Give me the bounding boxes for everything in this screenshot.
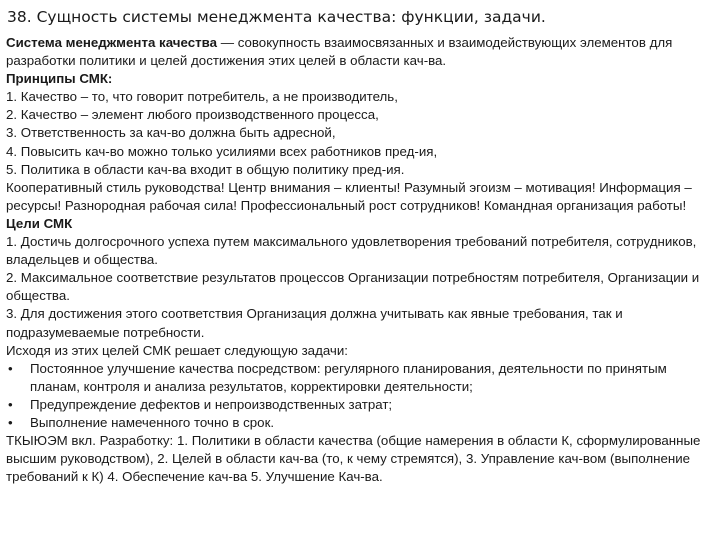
task-item	[6, 414, 712, 432]
principles-heading: Принципы СМК:	[6, 71, 113, 87]
goal-item: 3. Для достижения этого соответствия Организация должна учитывать как явные требования, так и подразумеваемые потребности.	[6, 306, 623, 340]
definition-term: Система менеджмента качества	[6, 35, 218, 50]
task-item	[6, 360, 712, 396]
task-text: Выполнение намеченного точно в срок.	[30, 414, 275, 430]
principle-item: 5. Политика в области кач-ва входит в общую политику пред-ия.	[6, 161, 405, 177]
definition-text: — совокупность взаимосвязанных и взаимодействующих элементов для разработки политики и целей достижения этих целей в области кач-ва.	[6, 35, 673, 69]
principle-item: 2. Качество – элемент любого производственного процесса,	[6, 107, 379, 123]
goal-item: 1. Достичь долгосрочного успеха путем максимального удовлетворения требований потребителя, сотрудников, владельцев и общества.	[6, 234, 697, 268]
definition-paragraph	[6, 34, 712, 70]
slogans-paragraph: Кооперативный стиль руководства! Центр внимания – клиенты! Разумный эгоизм – мотивация! Информация – ресурсы! Разнородная рабочая сила! Профессиональный рост сотрудников! Командная организация работы!	[6, 179, 692, 213]
goals-heading: Цели СМК	[6, 215, 73, 231]
bullet-icon: •	[8, 396, 13, 412]
principle-item: 1. Качество – то, что говорит потребитель, а не производитель,	[6, 89, 398, 105]
tquem-paragraph: ТКЫЮЭМ вкл. Разработку: 1. Политики в области качества (общие намерения в области К, сформулированные высшим руководством), 2. Целей в области кач-ва (то, к чему стремятся), 3. Управление кач-вом (выполнение требований к К) 4. Обеспечение кач-ва 5. Улучшение Кач-ва.	[6, 433, 701, 485]
page-title: 38. Сущность системы менеджмента качества: функции, задачи.	[7, 8, 546, 26]
principle-item: 3. Ответственность за кач-во должна быть адресной,	[6, 125, 336, 141]
bullet-icon: •	[8, 414, 13, 430]
document-body	[6, 34, 712, 486]
task-text: Предупреждение дефектов и непроизводственных затрат;	[30, 396, 393, 412]
bullet-icon: •	[8, 360, 13, 376]
task-text: Постоянное улучшение качества посредством: регулярного планирования, деятельности по принятым планам, контроля и анализа результатов, корректировки деятельности;	[30, 360, 667, 394]
task-item	[6, 396, 712, 414]
tasks-intro: Исходя из этих целей СМК решает следующую задачи:	[6, 342, 348, 358]
principle-item: 4. Повысить кач-во можно только усилиями всех работников пред-ия,	[6, 143, 438, 159]
goal-item: 2. Максимальное соответствие результатов процессов Организации потребностям потребителя, Организации и общества.	[6, 270, 700, 304]
